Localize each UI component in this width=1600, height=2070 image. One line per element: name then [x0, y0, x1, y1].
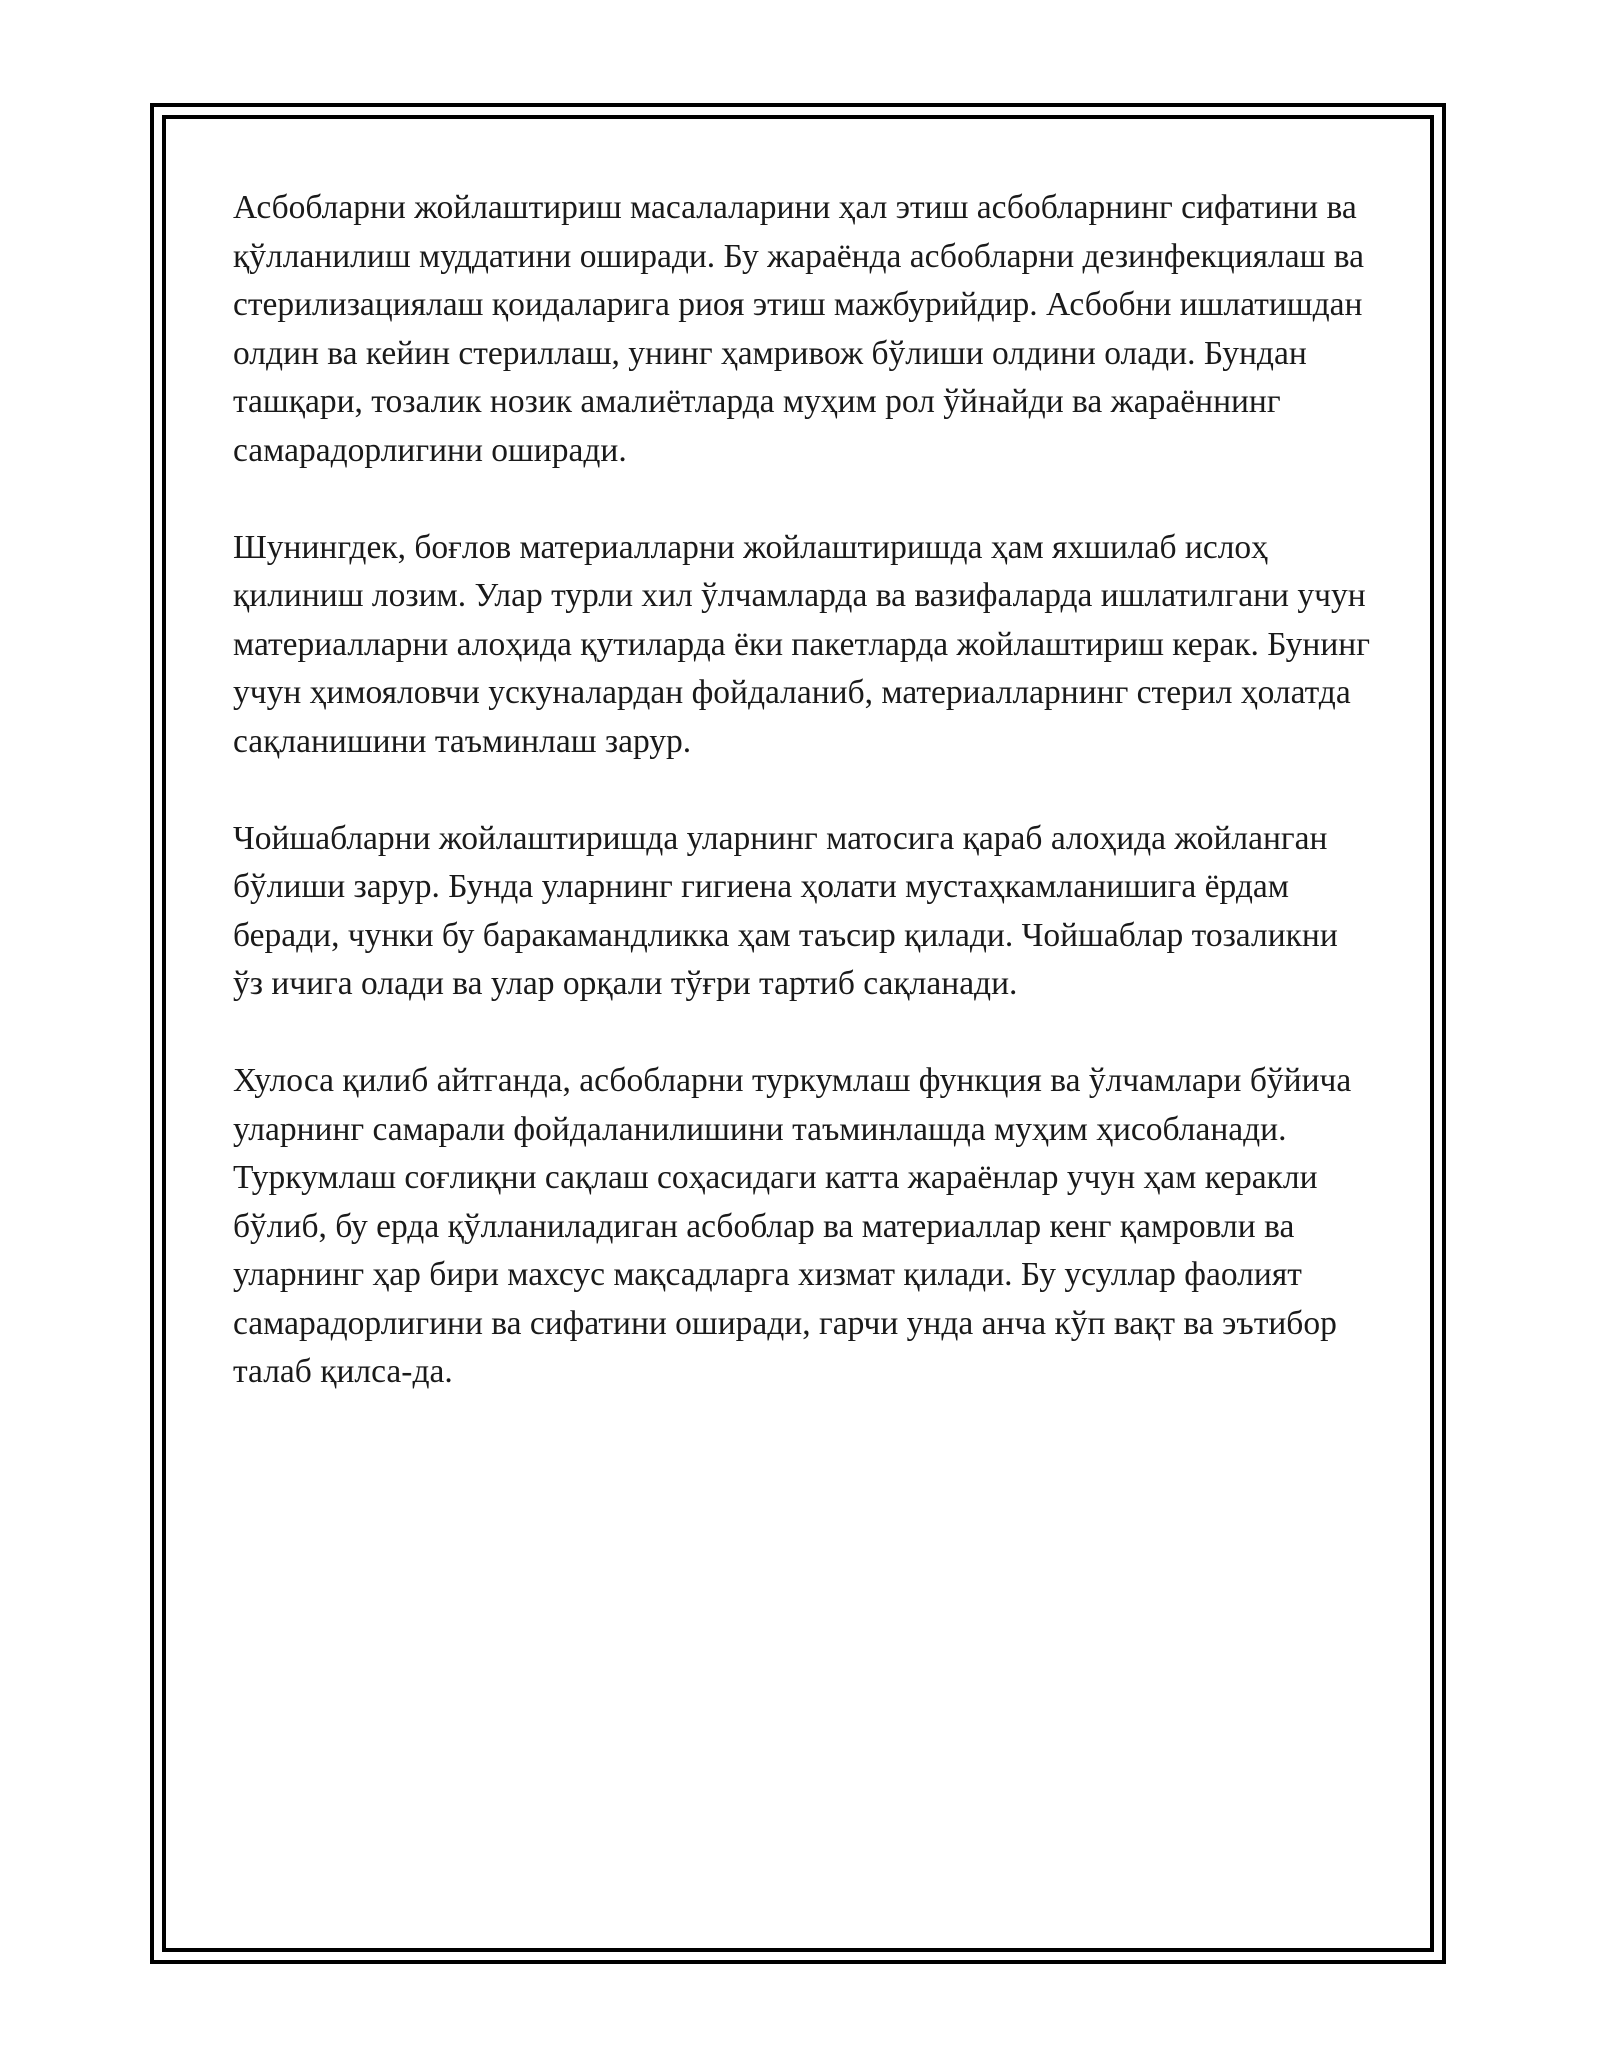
document-body	[233, 184, 1373, 1445]
paragraph-2: Шунингдек, боғлов материалларни жойлаштиришда ҳам яхшилаб ислоҳ қилиниш лозим. Улар турли хил ўлчамларда ва вазифаларда ишлатилгани учун материалларни алоҳида қутиларда ёки пакетларда жойлаштириш керак. Бунинг учун ҳимояловчи ускуналардан фойдаланиб, материалларнинг стерил ҳолатда сақланишини таъминлаш зарур.	[233, 528, 1370, 760]
paragraph-3: Чойшабларни жойлаштиришда уларнинг матосига қараб алоҳида жойланган бўлиши зарур. Бунда уларнинг гигиена ҳолати мустаҳкамланишига ёрдам беради, чунки бу баракамандликка ҳам таъсир қилади. Чойшаблар тозаликни ўз ичига олади ва улар орқали тўғри тартиб сақланади.	[233, 819, 1338, 1002]
paragraph-1: Асбобларни жойлаштириш масалаларини ҳал этиш асбобларнинг сифатини ва қўлланилиш муддатини оширади. Бу жараёнда асбобларни дезинфекциялаш ва стерилизациялаш қоидаларига риоя этиш мажбурийдир. Асбобни ишлатишдан олдин ва кейин стериллаш, унинг ҳамривож бўлиши олдини олади. Бундан ташқари, тозалик нозик амалиётларда муҳим рол ўйнайди ва жараённинг самарадорлигини оширади.	[233, 189, 1365, 469]
paragraph-4: Хулоса қилиб айтганда, асбобларни туркумлаш функция ва ўлчамлари бўйича уларнинг самарали фойдаланилишини таъминлашда муҳим ҳисобланади. Туркумлаш соғлиқни сақлаш соҳасидаги катта жараёнлар учун ҳам керакли бўлиб, бу ерда қўлланиладиган асбоблар ва материаллар кенг қамровли ва уларнинг ҳар бири махсус мақсадларга хизмат қилади. Бу усуллар фаолият самарадорлигини ва сифатини оширади, гарчи унда анча кўп вақт ва эътибор талаб қилса-да.	[233, 1062, 1352, 1390]
